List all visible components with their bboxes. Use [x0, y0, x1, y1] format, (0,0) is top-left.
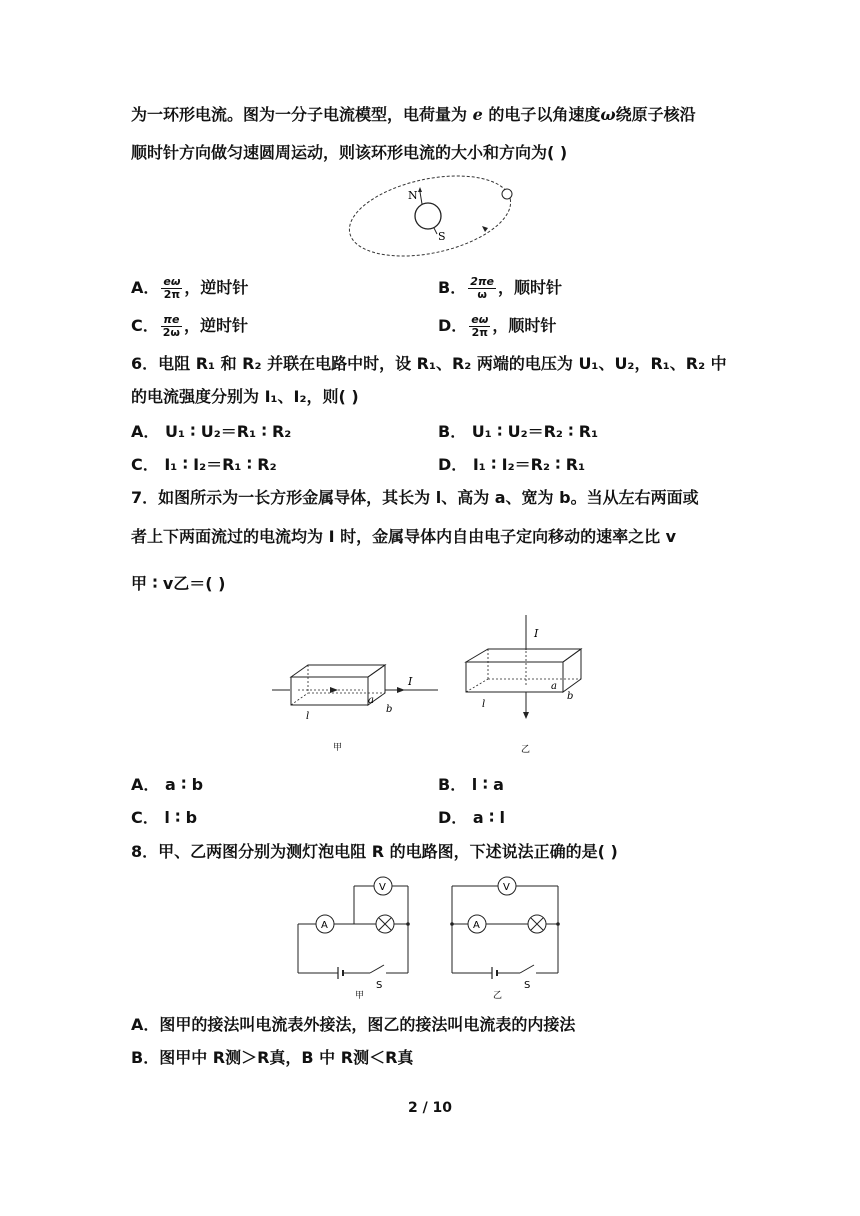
switch-label-jia: S	[376, 980, 383, 991]
q6-option-a: A． U₁ ∶ U₂＝R₁ ∶ R₂	[131, 422, 292, 441]
figure-label-yi: 乙	[493, 991, 503, 1001]
north-label: N	[408, 189, 418, 202]
q7-option-c: C． l ∶ b	[131, 808, 198, 827]
circuit-jia	[298, 877, 410, 1001]
height-label-right: a	[551, 681, 557, 692]
circuit-diagrams-figure	[292, 872, 572, 1004]
q7-line2: 者上下两面流过的电流均为 I 时，金属导体内自由电子定向移动的速率之比 v	[131, 527, 677, 546]
q6-option-b: B． U₁ ∶ U₂＝R₂ ∶ R₁	[438, 422, 599, 441]
q7-line1: 7．如图所示为一长方形金属导体，其长为 l、高为 a、宽为 b。当从左右两面或	[131, 488, 699, 507]
q6-line1: 6．电阻 R₁ 和 R₂ 并联在电路中时，设 R₁、R₂ 两端的电压为 U₁、U₂，R₁、R₂ 中	[131, 354, 727, 373]
electron	[502, 189, 512, 199]
q8-line1: 8．甲、乙两图分别为测灯泡电阻 R 的电路图，下述说法正确的是( )	[131, 842, 618, 861]
q5-option-d: D． $\frac{e\omega}{2\pi}$ ，顺时针	[438, 313, 557, 339]
q8-option-a: A．图甲的接法叫电流表外接法，图乙的接法叫电流表的内接法	[131, 1015, 576, 1034]
q5-line1: 为一环形电流。图为一分子电流模型，电荷量为 e 的电子以角速度ω绕原子核沿	[131, 105, 696, 124]
south-label: S	[438, 230, 446, 243]
electron-orbit-figure	[340, 170, 520, 262]
length-label-left: l	[306, 711, 310, 722]
ammeter-label-jia: A	[321, 920, 328, 931]
q5-option-a: A． $\frac{e\omega}{2\pi}$ ，逆时针	[131, 275, 249, 301]
q6-line2: 的电流强度分别为 I₁、I₂，则( )	[131, 387, 359, 406]
voltmeter-label-jia: V	[379, 882, 386, 893]
q7-line3: 甲 ∶ v乙＝( )	[131, 574, 226, 593]
q6-option-c: C． I₁ ∶ I₂＝R₁ ∶ R₂	[131, 455, 277, 474]
figure-label-yi: 乙	[521, 745, 531, 755]
switch-label-yi: S	[524, 980, 531, 991]
length-label-right: l	[482, 699, 486, 710]
current-label-right: I	[534, 627, 539, 640]
q7-option-a: A． a ∶ b	[131, 775, 204, 794]
figure-label-jia: 甲	[333, 743, 343, 753]
q7-option-d: D． a ∶ l	[438, 808, 505, 827]
height-label-left: a	[368, 695, 374, 706]
q6-option-d: D． I₁ ∶ I₂＝R₂ ∶ R₁	[438, 455, 586, 474]
width-label-right: b	[567, 691, 574, 702]
q5-option-b: B． $\frac{2\pi e}{\omega}$ ，顺时针	[438, 275, 563, 301]
current-label-left: I	[408, 675, 413, 688]
voltmeter-label-yi: V	[503, 882, 510, 893]
q5-line2: 顺时针方向做匀速圆周运动，则该环形电流的大小和方向为( )	[131, 143, 568, 162]
ammeter-label-yi: A	[473, 920, 480, 931]
conductor-blocks-figure	[268, 615, 598, 760]
q5-option-c: C． $\frac{\pi e}{2\omega}$ ，逆时针	[131, 313, 248, 339]
figure-label-jia: 甲	[355, 991, 365, 1001]
q8-option-b: B．图甲中 R测＞R真，B 中 R测＜R真	[131, 1048, 414, 1067]
q7-option-b: B． l ∶ a	[438, 775, 504, 794]
width-label-left: b	[386, 704, 393, 715]
circuit-yi	[450, 877, 560, 1001]
page-number: 2 / 10	[407, 1100, 453, 1116]
